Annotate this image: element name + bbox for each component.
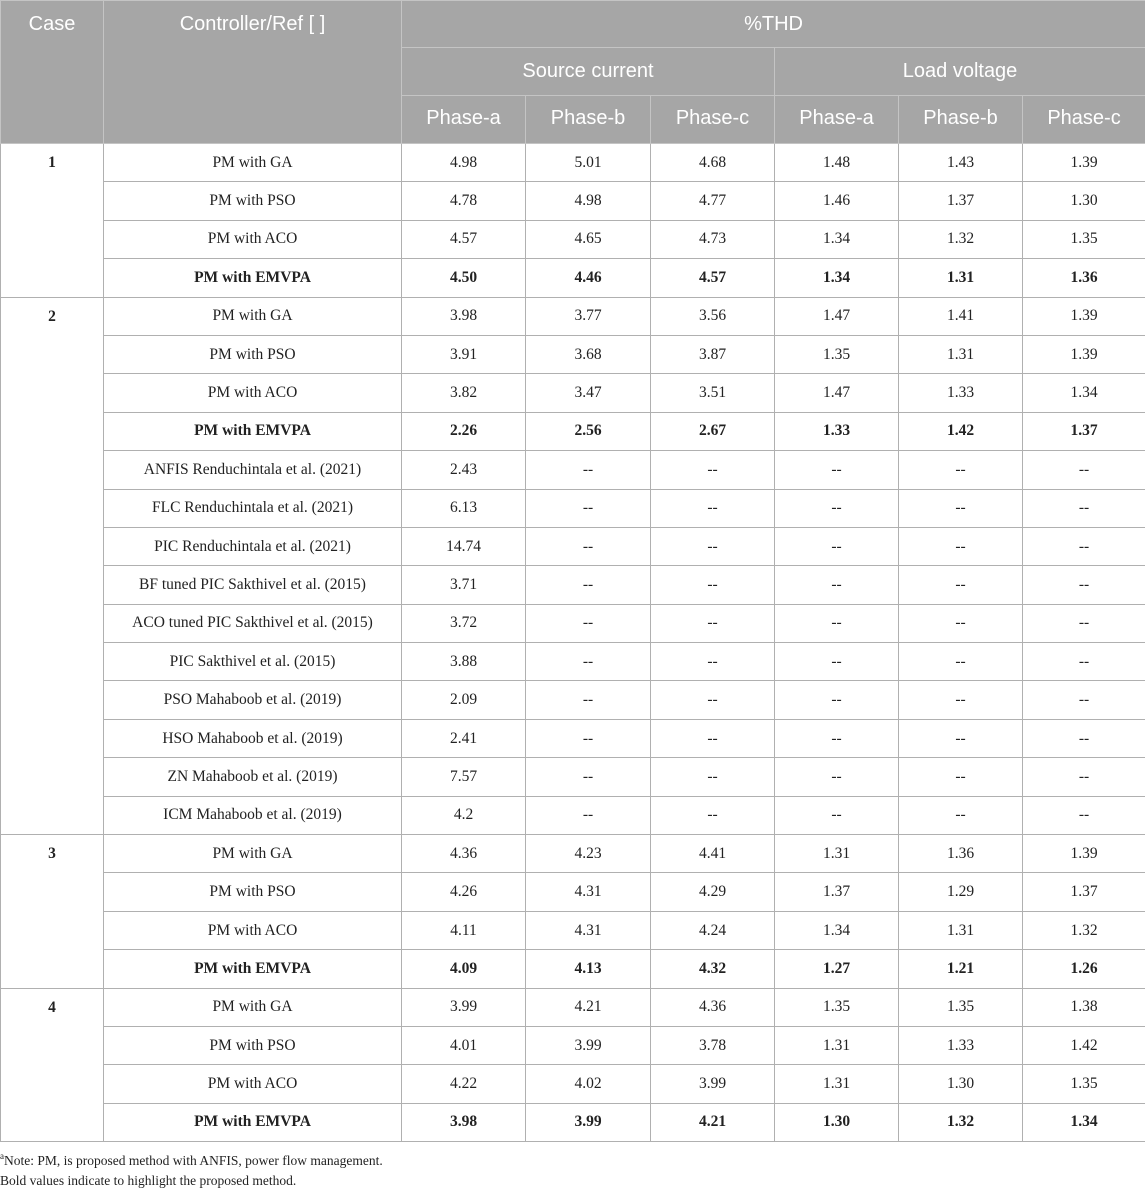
thd-value-cell: 1.48: [775, 144, 899, 182]
note-line-2: Bold values indicate to highlight the proposed method.: [0, 1171, 383, 1191]
thd-value-cell: 1.34: [1023, 374, 1145, 412]
thd-value-cell: 4.02: [526, 1065, 651, 1103]
controller-cell: BF tuned PIC Sakthivel et al. (2015): [104, 566, 402, 604]
thd-value-cell: --: [1023, 604, 1145, 642]
thd-value-cell: 3.71: [402, 566, 526, 604]
thd-value-cell: --: [775, 643, 899, 681]
thd-value-cell: --: [651, 681, 775, 719]
table-row: [1, 527, 1145, 565]
table-body: [1, 144, 1145, 1142]
thd-value-cell: --: [899, 527, 1023, 565]
thd-value-cell: --: [651, 451, 775, 489]
thd-value-cell: --: [526, 681, 651, 719]
thd-value-cell: 1.34: [775, 911, 899, 949]
thd-value-cell: 4.73: [651, 220, 775, 258]
thd-value-cell: 1.30: [1023, 182, 1145, 220]
thd-value-cell: --: [1023, 566, 1145, 604]
thd-value-cell: 3.77: [526, 297, 651, 335]
thd-value-cell: 2.43: [402, 451, 526, 489]
thd-value-cell: 1.30: [775, 1103, 899, 1141]
thd-value-cell: --: [526, 719, 651, 757]
thd-value-cell: 1.38: [1023, 988, 1145, 1026]
header-thd: %THD: [402, 1, 1145, 48]
thd-value-cell: 7.57: [402, 758, 526, 796]
thd-value-cell: --: [899, 489, 1023, 527]
table-row: [1, 220, 1145, 258]
thd-value-cell: 3.72: [402, 604, 526, 642]
thd-value-cell: 1.39: [1023, 335, 1145, 373]
thd-value-cell: 4.09: [402, 950, 526, 988]
table-notes: [0, 1151, 383, 1191]
thd-value-cell: 4.24: [651, 911, 775, 949]
thd-value-cell: 4.13: [526, 950, 651, 988]
thd-value-cell: 1.31: [899, 335, 1023, 373]
thd-value-cell: --: [1023, 527, 1145, 565]
thd-value-cell: 4.77: [651, 182, 775, 220]
thd-value-cell: 3.99: [526, 1026, 651, 1064]
thd-value-cell: 1.35: [1023, 1065, 1145, 1103]
thd-value-cell: --: [899, 451, 1023, 489]
thd-value-cell: --: [526, 527, 651, 565]
table-row: [1, 144, 1145, 182]
thd-value-cell: 1.42: [1023, 1026, 1145, 1064]
thd-value-cell: 14.74: [402, 527, 526, 565]
table-row: [1, 873, 1145, 911]
header-phase-a-current: Phase-a: [402, 96, 526, 144]
thd-value-cell: 4.31: [526, 911, 651, 949]
thd-value-cell: 1.29: [899, 873, 1023, 911]
controller-cell: PM with PSO: [104, 873, 402, 911]
thd-value-cell: --: [775, 796, 899, 834]
header-phase-b-current: Phase-b: [526, 96, 651, 144]
controller-cell: PM with ACO: [104, 911, 402, 949]
thd-value-cell: --: [1023, 489, 1145, 527]
thd-value-cell: 4.98: [402, 144, 526, 182]
thd-value-cell: 4.2: [402, 796, 526, 834]
thd-value-cell: --: [651, 604, 775, 642]
thd-value-cell: 3.78: [651, 1026, 775, 1064]
table-row: [1, 297, 1145, 335]
thd-value-cell: --: [526, 566, 651, 604]
thd-value-cell: --: [775, 451, 899, 489]
thd-value-cell: 4.11: [402, 911, 526, 949]
thd-value-cell: 2.41: [402, 719, 526, 757]
thd-value-cell: --: [526, 451, 651, 489]
thd-value-cell: 3.68: [526, 335, 651, 373]
thd-value-cell: 3.99: [651, 1065, 775, 1103]
thd-value-cell: --: [526, 643, 651, 681]
controller-cell: PIC Sakthivel et al. (2015): [104, 643, 402, 681]
thd-value-cell: 4.57: [402, 220, 526, 258]
controller-cell: PM with GA: [104, 835, 402, 873]
thd-value-cell: 2.26: [402, 412, 526, 450]
thd-value-cell: --: [775, 604, 899, 642]
thd-value-cell: 4.22: [402, 1065, 526, 1103]
thd-value-cell: 1.39: [1023, 297, 1145, 335]
thd-value-cell: 3.47: [526, 374, 651, 412]
table-row: [1, 489, 1145, 527]
table-row: [1, 643, 1145, 681]
thd-value-cell: 3.88: [402, 643, 526, 681]
thd-value-cell: 3.98: [402, 1103, 526, 1141]
table-row: [1, 719, 1145, 757]
thd-value-cell: --: [651, 643, 775, 681]
thd-value-cell: 1.32: [1023, 911, 1145, 949]
thd-value-cell: 1.35: [1023, 220, 1145, 258]
thd-value-cell: --: [526, 489, 651, 527]
thd-value-cell: 4.41: [651, 835, 775, 873]
thd-value-cell: 4.31: [526, 873, 651, 911]
table-row: [1, 835, 1145, 873]
controller-cell: PM with PSO: [104, 182, 402, 220]
table-row: [1, 1103, 1145, 1141]
table-row: [1, 182, 1145, 220]
header-load-voltage: Load voltage: [775, 48, 1145, 96]
thd-value-cell: 4.36: [651, 988, 775, 1026]
thd-value-cell: --: [1023, 719, 1145, 757]
controller-cell: PM with EMVPA: [104, 259, 402, 297]
controller-cell: PM with GA: [104, 297, 402, 335]
thd-value-cell: 1.46: [775, 182, 899, 220]
thd-value-cell: 4.36: [402, 835, 526, 873]
thd-value-cell: --: [775, 758, 899, 796]
controller-cell: ACO tuned PIC Sakthivel et al. (2015): [104, 604, 402, 642]
thd-value-cell: 1.31: [899, 259, 1023, 297]
case-number: 3: [1, 835, 104, 989]
thd-value-cell: 1.32: [899, 1103, 1023, 1141]
thd-value-cell: --: [775, 566, 899, 604]
header-case: Case: [1, 1, 104, 144]
thd-value-cell: 1.27: [775, 950, 899, 988]
controller-cell: FLC Renduchintala et al. (2021): [104, 489, 402, 527]
thd-value-cell: 1.43: [899, 144, 1023, 182]
thd-value-cell: 1.42: [899, 412, 1023, 450]
thd-value-cell: 1.33: [899, 374, 1023, 412]
thd-value-cell: 1.35: [775, 988, 899, 1026]
thd-value-cell: --: [651, 566, 775, 604]
thd-value-cell: 2.67: [651, 412, 775, 450]
thd-value-cell: --: [1023, 796, 1145, 834]
table-row: [1, 681, 1145, 719]
thd-value-cell: --: [899, 681, 1023, 719]
thd-value-cell: 1.36: [1023, 259, 1145, 297]
thd-value-cell: --: [651, 758, 775, 796]
controller-cell: PM with EMVPA: [104, 412, 402, 450]
thd-value-cell: --: [1023, 643, 1145, 681]
thd-value-cell: 1.30: [899, 1065, 1023, 1103]
thd-value-cell: 4.01: [402, 1026, 526, 1064]
thd-value-cell: 3.51: [651, 374, 775, 412]
thd-value-cell: 1.37: [1023, 412, 1145, 450]
thd-value-cell: 1.34: [1023, 1103, 1145, 1141]
thd-value-cell: 1.37: [1023, 873, 1145, 911]
thd-value-cell: 1.31: [775, 835, 899, 873]
thd-value-cell: 3.99: [526, 1103, 651, 1141]
thd-value-cell: 1.41: [899, 297, 1023, 335]
thd-value-cell: 4.29: [651, 873, 775, 911]
controller-cell: PM with PSO: [104, 335, 402, 373]
header-phase-b-voltage: Phase-b: [899, 96, 1023, 144]
thd-value-cell: 1.35: [899, 988, 1023, 1026]
table-row: [1, 911, 1145, 949]
thd-value-cell: 1.37: [899, 182, 1023, 220]
thd-value-cell: 1.47: [775, 374, 899, 412]
note-text-1: Note: PM, is proposed method with ANFIS, power flow management.: [4, 1153, 383, 1168]
thd-value-cell: 4.21: [651, 1103, 775, 1141]
thd-value-cell: 2.56: [526, 412, 651, 450]
case-number: 1: [1, 144, 104, 298]
controller-cell: PM with EMVPA: [104, 1103, 402, 1141]
header-controller: Controller/Ref [ ]: [104, 1, 402, 144]
thd-value-cell: 1.39: [1023, 835, 1145, 873]
thd-value-cell: --: [526, 604, 651, 642]
thd-value-cell: --: [651, 796, 775, 834]
controller-cell: PM with ACO: [104, 220, 402, 258]
thd-value-cell: --: [1023, 681, 1145, 719]
header-phase-c-voltage: Phase-c: [1023, 96, 1145, 144]
controller-cell: ZN Mahaboob et al. (2019): [104, 758, 402, 796]
controller-cell: PM with GA: [104, 988, 402, 1026]
case-number: 2: [1, 297, 104, 834]
thd-value-cell: 4.57: [651, 259, 775, 297]
table-row: [1, 335, 1145, 373]
thd-value-cell: --: [651, 489, 775, 527]
thd-value-cell: 1.31: [775, 1026, 899, 1064]
thd-value-cell: --: [775, 489, 899, 527]
thd-value-cell: --: [899, 604, 1023, 642]
thd-value-cell: --: [899, 796, 1023, 834]
thd-value-cell: 1.47: [775, 297, 899, 335]
thd-value-cell: --: [899, 643, 1023, 681]
table-row: [1, 451, 1145, 489]
thd-value-cell: 3.87: [651, 335, 775, 373]
controller-cell: PM with ACO: [104, 374, 402, 412]
thd-value-cell: --: [899, 566, 1023, 604]
thd-value-cell: 1.33: [775, 412, 899, 450]
footnote-marker: a: [0, 1151, 4, 1161]
controller-cell: PM with ACO: [104, 1065, 402, 1103]
table-header: [1, 1, 1145, 144]
controller-cell: ICM Mahaboob et al. (2019): [104, 796, 402, 834]
thd-value-cell: --: [1023, 451, 1145, 489]
thd-value-cell: 1.26: [1023, 950, 1145, 988]
table-row: [1, 796, 1145, 834]
controller-cell: PM with GA: [104, 144, 402, 182]
thd-value-cell: 1.31: [899, 911, 1023, 949]
thd-value-cell: --: [651, 719, 775, 757]
thd-value-cell: 5.01: [526, 144, 651, 182]
thd-value-cell: --: [899, 719, 1023, 757]
thd-value-cell: 1.39: [1023, 144, 1145, 182]
thd-value-cell: 1.33: [899, 1026, 1023, 1064]
note-line-1: [0, 1151, 383, 1171]
controller-cell: PIC Renduchintala et al. (2021): [104, 527, 402, 565]
thd-value-cell: 1.34: [775, 259, 899, 297]
controller-cell: HSO Mahaboob et al. (2019): [104, 719, 402, 757]
thd-value-cell: --: [526, 796, 651, 834]
thd-value-cell: 1.36: [899, 835, 1023, 873]
thd-value-cell: --: [775, 719, 899, 757]
controller-cell: PM with PSO: [104, 1026, 402, 1064]
header-phase-c-current: Phase-c: [651, 96, 775, 144]
thd-value-cell: 6.13: [402, 489, 526, 527]
thd-value-cell: --: [899, 758, 1023, 796]
thd-value-cell: 2.09: [402, 681, 526, 719]
thd-value-cell: 1.37: [775, 873, 899, 911]
thd-value-cell: --: [526, 758, 651, 796]
thd-value-cell: 1.34: [775, 220, 899, 258]
table-row: [1, 412, 1145, 450]
thd-value-cell: 4.26: [402, 873, 526, 911]
thd-value-cell: 4.78: [402, 182, 526, 220]
table-row: [1, 950, 1145, 988]
thd-value-cell: --: [1023, 758, 1145, 796]
table-row: [1, 604, 1145, 642]
controller-cell: ANFIS Renduchintala et al. (2021): [104, 451, 402, 489]
thd-value-cell: 4.68: [651, 144, 775, 182]
controller-cell: PM with EMVPA: [104, 950, 402, 988]
thd-value-cell: 1.21: [899, 950, 1023, 988]
thd-value-cell: 1.31: [775, 1065, 899, 1103]
thd-value-cell: 3.98: [402, 297, 526, 335]
thd-value-cell: 4.21: [526, 988, 651, 1026]
table-row: [1, 566, 1145, 604]
thd-value-cell: 1.35: [775, 335, 899, 373]
thd-value-cell: 3.82: [402, 374, 526, 412]
case-number: 4: [1, 988, 104, 1142]
thd-value-cell: 4.50: [402, 259, 526, 297]
thd-value-cell: --: [651, 527, 775, 565]
thd-value-cell: 3.56: [651, 297, 775, 335]
thd-value-cell: --: [775, 527, 899, 565]
thd-value-cell: 4.32: [651, 950, 775, 988]
controller-cell: PSO Mahaboob et al. (2019): [104, 681, 402, 719]
thd-value-cell: 4.23: [526, 835, 651, 873]
thd-value-cell: 4.46: [526, 259, 651, 297]
thd-value-cell: 3.91: [402, 335, 526, 373]
table-row: [1, 758, 1145, 796]
table-row: [1, 1026, 1145, 1064]
header-phase-a-voltage: Phase-a: [775, 96, 899, 144]
thd-value-cell: 1.32: [899, 220, 1023, 258]
thd-value-cell: --: [775, 681, 899, 719]
table-row: [1, 1065, 1145, 1103]
thd-value-cell: 4.65: [526, 220, 651, 258]
thd-value-cell: 4.98: [526, 182, 651, 220]
table-row: [1, 374, 1145, 412]
table-row: [1, 988, 1145, 1026]
thd-value-cell: 3.99: [402, 988, 526, 1026]
header-source-current: Source current: [402, 48, 775, 96]
table-row: [1, 259, 1145, 297]
